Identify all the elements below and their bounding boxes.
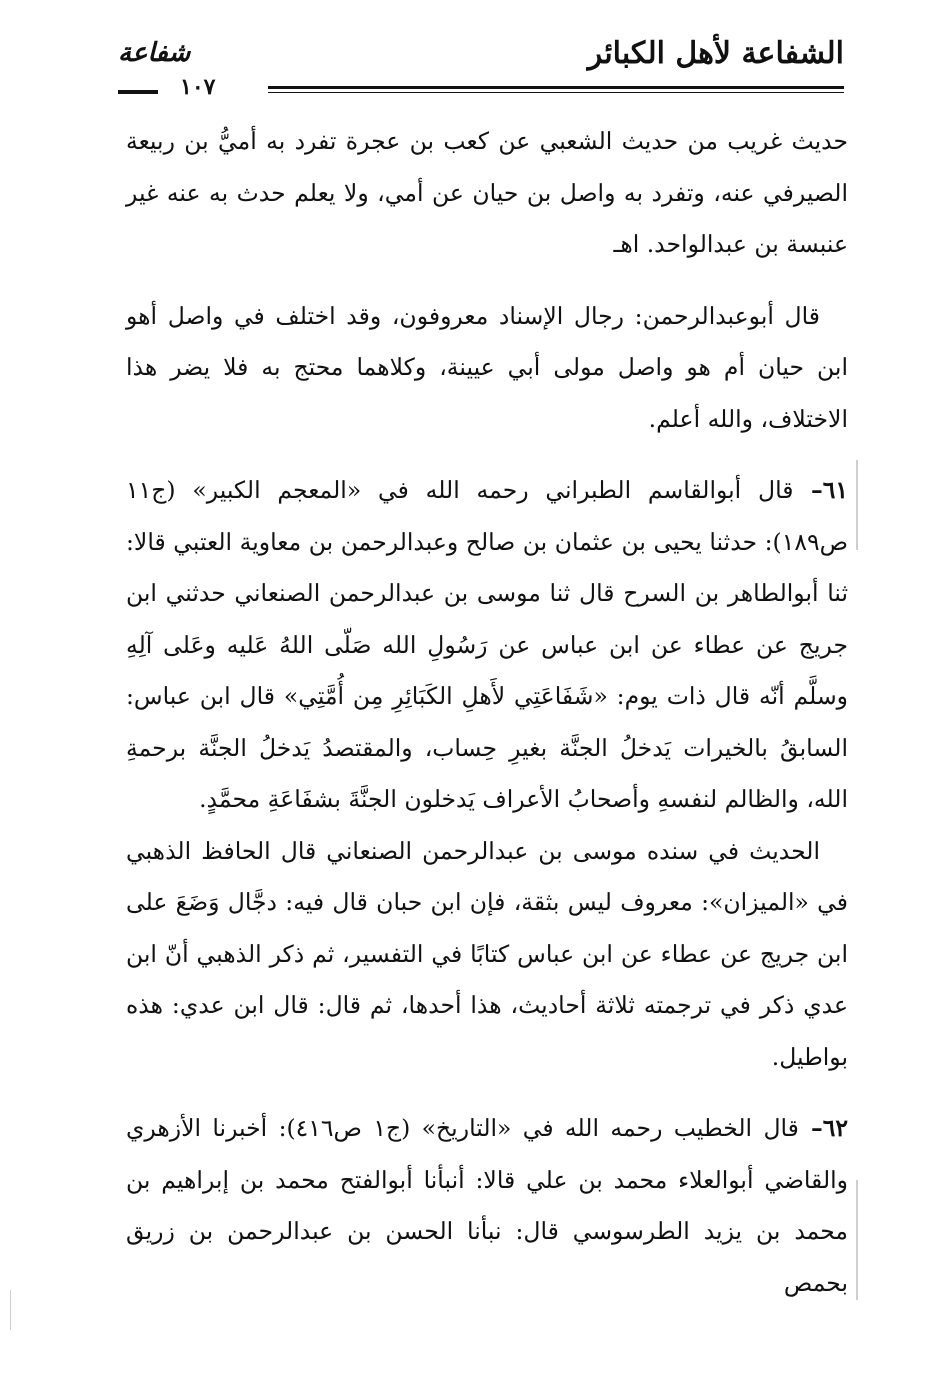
- scan-edge-mark: [10, 1290, 11, 1330]
- series-logo: شفاعة: [118, 38, 191, 68]
- hadith-number: ٦٢–: [798, 1114, 848, 1142]
- paragraph-text: الحديث في سنده موسى بن عبدالرحمن الصنعاني قال الحافظ الذهبي في «الميزان»: معروف ليس بثقة، فإن ابن حبان قال فيه: دجَّال وَضَعَ على ابن جريج عن عطاء عن ابن عباس كتابًا في التفسير، ثم ذكر الذهبي أنّ ابن عدي ذكر في ترجمته ثلاثة أحاديث، هذا أحدها، ثم قال: قال ابن عدي: هذه بواطيل.: [126, 836, 848, 1071]
- paragraph-text: قال الخطيب رحمه الله في «التاريخ» (ج١ ص٤١٦): أخبرنا الأزهري والقاضي أبوالعلاء محمد بن علي قالا: أنبأنا أبوالفتح محمد بن إبراهيم بن محمد بن يزيد الطرسوسي قال: نبأنا الحسن بن عبدالرحمن بن زريق بحمص: [126, 1114, 848, 1297]
- page-header: [118, 30, 844, 100]
- header-rule: [268, 86, 844, 89]
- hadith-entry: [126, 465, 848, 826]
- hadith-number: ٦١–: [793, 476, 848, 504]
- page-number: ١٠٧: [180, 74, 216, 100]
- scan-margin-mark: [856, 1180, 858, 1300]
- paragraph: [126, 291, 848, 446]
- book-title: الشفاعة لأهل الكبائر: [587, 36, 844, 71]
- paragraph: [126, 116, 848, 271]
- paragraph-text: حديث غريب من حديث الشعبي عن كعب بن عجرة تفرد به أميُّ بن ربيعة الصيرفي عنه، وتفرد به واصل بن حيان عن أمي، ولا يعلم حدث به عنه غير عنبسة بن عبدالواحد. اهـ: [126, 127, 848, 258]
- hadith-entry: [126, 1103, 848, 1309]
- paragraph-text: قال أبوالقاسم الطبراني رحمه الله في «المعجم الكبير» (ج١١ ص١٨٩): حدثنا يحيى بن عثمان بن صالح وعبدالرحمن بن معاوية العتبي قالا: ثنا أبوالطاهر بن السرح قال ثنا موسى بن عبدالرحمن الصنعاني حدثني ابن جريج عن عطاء عن ابن عباس عن رَسُولِ الله صَلّى اللهُ عَليه وعَلى آلِهِ وسلَّم أنّه قال ذات يوم: «شَفَاعَتِي لأَهلِ الكَبَائِرِ مِن أُمَّتِي» قال ابن عباس: السابقُ بالخيرات يَدخلُ الجنَّة بغيرِ حِساب، والمقتصدُ يَدخلُ الجنَّة برحمةِ الله، والظالم لنفسهِ وأصحابُ الأعراف يَدخلون الجنَّةَ بشفَاعَةِ محمَّدٍ.: [126, 476, 848, 813]
- paragraph-text: قال أبوعبدالرحمن: رجال الإسناد معروفون، وقد اختلف في واصل أهو ابن حيان أم هو واصل مولى أبي عيينة، وكلاهما محتج به فلا يضر هذا الاختلاف، والله أعلم.: [126, 301, 848, 433]
- header-rule-left: [118, 90, 158, 94]
- paragraph: [126, 826, 848, 1084]
- scan-margin-mark: [856, 460, 858, 550]
- header-rule-thin: [268, 92, 844, 93]
- body-text: [126, 116, 848, 1309]
